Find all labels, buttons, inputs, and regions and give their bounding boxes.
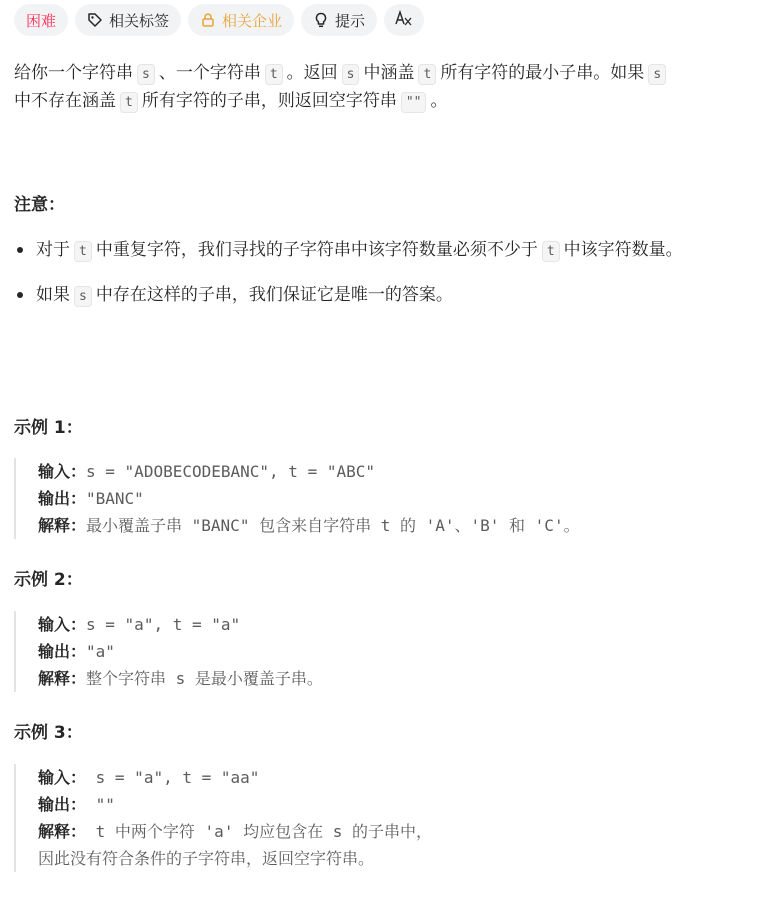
inline-code: s	[648, 64, 666, 85]
text: 。	[430, 91, 448, 111]
text: 所有字符的子串，则返回空字符串	[141, 91, 397, 111]
text: 给你一个字符串	[14, 63, 133, 83]
translate-icon	[395, 10, 413, 30]
text: 。返回	[286, 63, 338, 83]
translate-button[interactable]	[384, 4, 424, 36]
inline-code: s	[137, 64, 155, 85]
note-item: 对于 t 中重复字符，我们寻找的子字符串中该字符数量必须不少于 t 中该字符数量。	[14, 236, 734, 264]
hint-button[interactable]	[301, 4, 377, 36]
text: 中涵盖	[363, 63, 415, 83]
example-title: 示例 2：	[14, 570, 83, 590]
inline-code: ""	[401, 92, 427, 113]
inline-code: t	[418, 64, 436, 85]
text: 所有字符的最小子串。如果	[440, 63, 645, 83]
example-block: 输入：s = "a", t = "a" 输出："a" 解释：整个字符串 s 是最小覆盖子串。	[14, 611, 323, 692]
related-tags-label: 相关标签	[109, 11, 170, 30]
example-title: 示例 3：	[14, 723, 83, 743]
lightbulb-icon	[313, 12, 329, 28]
hint-label: 提示	[335, 11, 366, 30]
note-item: 如果 s 中存在这样的子串，我们保证它是唯一的答案。	[14, 281, 734, 309]
related-companies-button[interactable]	[188, 4, 294, 36]
notes-list	[14, 236, 734, 326]
inline-code: t	[265, 64, 283, 85]
text: 、一个字符串	[158, 63, 261, 83]
inline-code: s	[342, 64, 360, 85]
problem-statement	[14, 59, 744, 115]
tag-icon	[87, 12, 103, 28]
notes-title: 注意：	[14, 195, 65, 215]
lock-icon	[200, 12, 216, 28]
example-title: 示例 1：	[14, 418, 83, 438]
example-block: 输入：s = "ADOBECODEBANC", t = "ABC" 输出："BANC" 解释：最小覆盖子串 "BANC" 包含来自字符串 t 的 'A'、'B' 和 'C'。	[14, 458, 580, 539]
text: 中不存在涵盖	[14, 91, 116, 111]
related-tags-button[interactable]	[75, 4, 181, 36]
difficulty-label: 困难	[26, 11, 57, 30]
tag-row	[14, 4, 424, 36]
inline-code: t	[120, 92, 138, 113]
example-block: 输入： s = "a", t = "aa" 输出： "" 解释： t 中两个字符 'a' 均应包含在 s 的子串中， 因此没有符合条件的子字符串，返回空字符串。	[14, 764, 432, 872]
difficulty-badge	[14, 4, 68, 36]
related-companies-label: 相关企业	[222, 11, 283, 30]
